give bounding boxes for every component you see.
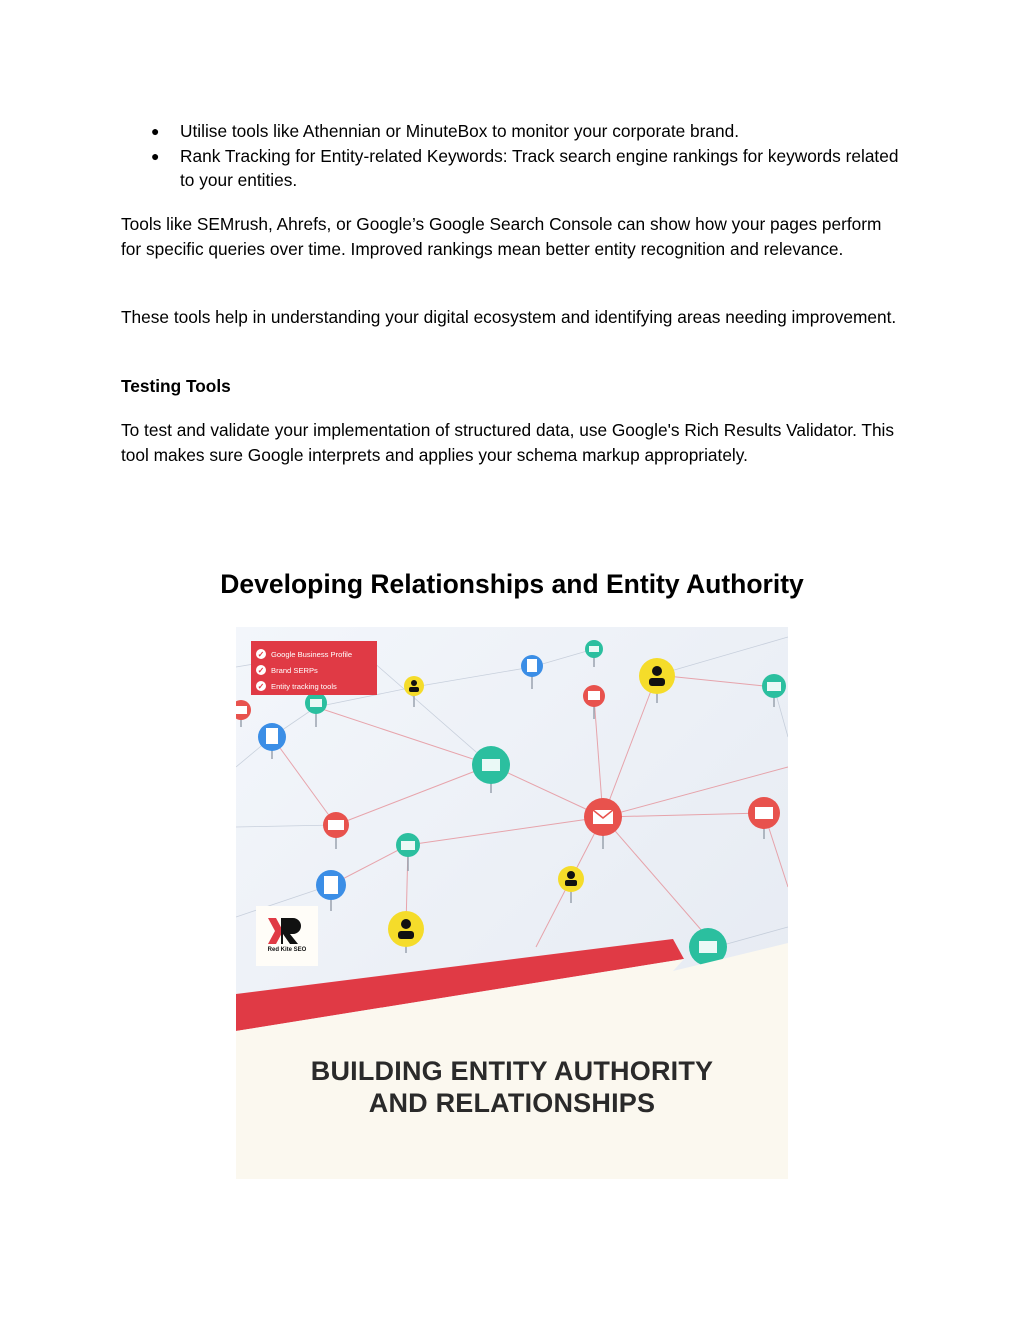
checklist-box [251, 641, 377, 695]
check-icon: ✓ [257, 665, 265, 675]
logo-icon [266, 916, 306, 946]
paragraph-testing: To test and validate your implementation of structured data, use Google's Rich Results Validator. This tool makes sure Google interprets and applies your schema markup appropriately. [121, 420, 895, 465]
checklist-item: ✓ Brand SERPs [257, 665, 318, 675]
section-heading: Developing Relationships and Entity Authority [220, 569, 804, 599]
paragraph-tools: Tools like SEMrush, Ahrefs, or Google’s Google Search Console can show how your pages perform for specific queries over time. Improved rankings mean better entity recognition and relevance. [121, 214, 882, 259]
entity-network-image [236, 627, 788, 1179]
testing-tools-heading: Testing Tools [121, 376, 231, 396]
paragraph-ecosystem: These tools help in understanding your digital ecosystem and identifying areas needing improvement. [121, 307, 897, 327]
red-kite-logo: Red Kite SEO [256, 906, 318, 966]
bullet-list [121, 119, 901, 193]
checklist-item: ✓ Entity tracking tools [257, 681, 337, 691]
bullet-icon: ● [151, 147, 160, 164]
check-icon: ✓ [257, 681, 265, 691]
bullet-icon: ● [151, 123, 160, 139]
checklist-item: ✓ Google Business Profile [257, 649, 353, 659]
list-item: ● Utilise tools like Athennian or MinuteBox to monitor your corporate brand. [121, 119, 901, 144]
banner-title: BUILDING ENTITY AUTHORITY AND RELATIONSHIPS [310, 1056, 714, 1118]
check-icon: ✓ [257, 649, 265, 659]
list-item: ● Rank Tracking for Entity-related Keywords: Track search engine rankings for keywords related to your entities. [151, 145, 899, 190]
